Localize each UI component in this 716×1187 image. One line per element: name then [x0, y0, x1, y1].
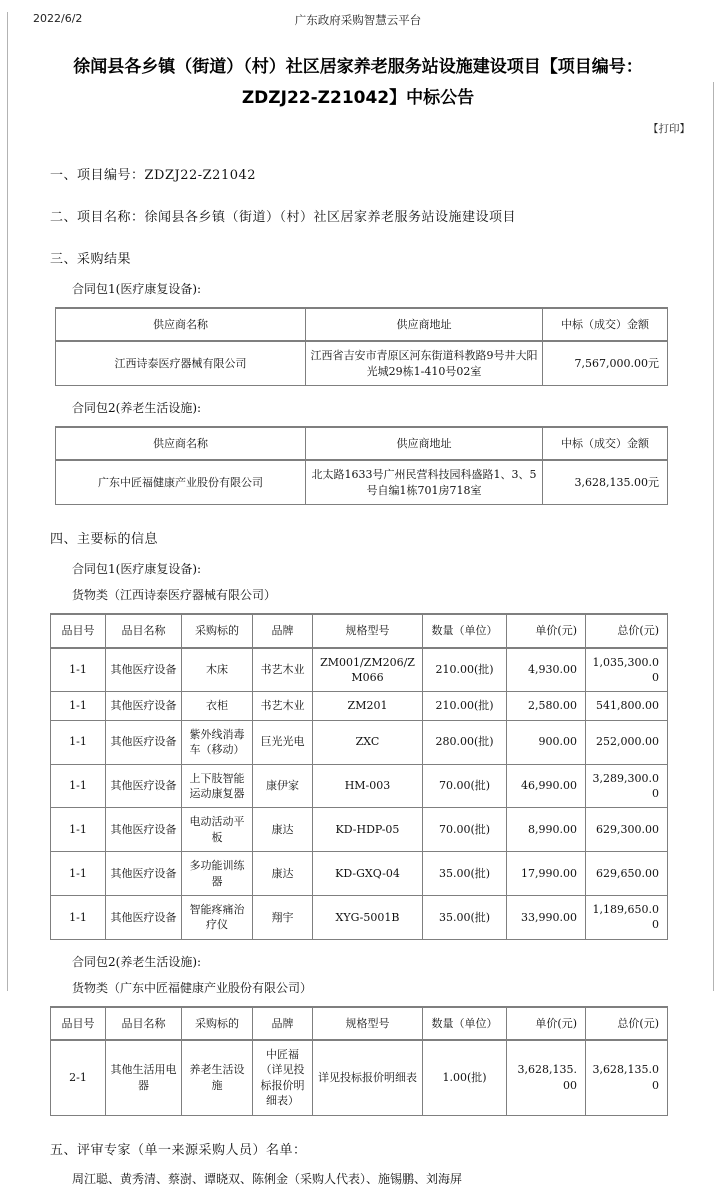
table-header-row — [56, 308, 668, 341]
table-cell: 其他生活用电器 — [106, 1040, 182, 1115]
table-cell: 1-1 — [51, 764, 106, 808]
table-header-cell: 品目名称 — [106, 1007, 182, 1040]
table-row — [51, 1040, 668, 1115]
table-header-row — [51, 1007, 668, 1040]
table-header-cell: 品牌 — [253, 614, 313, 647]
table-header-cell: 供应商地址 — [306, 427, 543, 460]
table-header-cell: 规格型号 — [313, 614, 423, 647]
table-header-cell: 总价(元) — [586, 1007, 668, 1040]
section-project-name: 二、项目名称：徐闻县各乡镇（街道）（村）社区居家养老服务站设施建设项目 — [50, 209, 517, 225]
table-cell: 书艺木业 — [253, 648, 313, 692]
table-header-cell: 中标（成交）金额 — [543, 427, 668, 460]
table-cell: 养老生活设施 — [182, 1040, 253, 1115]
package1-goods-label: 货物类（江西诗泰医疗器械有限公司） — [72, 588, 277, 603]
table-cell: 70.00(批) — [423, 808, 507, 852]
table-cell: 书艺木业 — [253, 692, 313, 720]
table-cell: 3,628,135.00 — [586, 1040, 668, 1115]
experts-names: 周江聪、黄秀清、蔡澍、谭晓双、陈俐金（采购人代表）、施锡鹏、刘海屏 — [72, 1171, 463, 1186]
table-cell: 巨光光电 — [253, 720, 313, 764]
table-header-cell: 数量（单位） — [423, 1007, 507, 1040]
table-cell: 2,580.00 — [507, 692, 586, 720]
table-cell: 电动活动平板 — [182, 808, 253, 852]
table-header-cell: 单价(元) — [507, 614, 586, 647]
table-header-cell: 品牌 — [253, 1007, 313, 1040]
table-cell: 1-1 — [51, 808, 106, 852]
table-cell: 紫外线消毒车（移动） — [182, 720, 253, 764]
table-cell: 35.00(批) — [423, 852, 507, 896]
table-row — [56, 460, 668, 504]
table-cell: 多功能训练器 — [182, 852, 253, 896]
package1-label: 合同包1(医疗康复设备): — [72, 281, 202, 296]
table-cell: 8,990.00 — [507, 808, 586, 852]
table-cell: 翔宇 — [253, 895, 313, 939]
table-header-cell: 品目号 — [51, 1007, 106, 1040]
section-experts: 五、评审专家（单一来源采购人员）名单： — [50, 1142, 307, 1158]
table-cell: 3,628,135.00 — [507, 1040, 586, 1115]
print-header — [0, 12, 716, 28]
table-cell: 其他医疗设备 — [106, 852, 182, 896]
table-cell: 中匠福（详见投标报价明细表） — [253, 1040, 313, 1115]
supplier-table-package2 — [55, 426, 668, 505]
page-title: 徐闻县各乡镇（街道）（村）社区居家养老服务站设施建设项目【项目编号：ZDZJ22-Z21042】中标公告 — [73, 57, 643, 109]
table-cell: 康达 — [253, 852, 313, 896]
table-cell: ZM001/ZM206/ZM066 — [313, 648, 423, 692]
table-cell: 康达 — [253, 808, 313, 852]
print-button[interactable]: 【打印】 — [648, 122, 690, 135]
table-header-cell: 单价(元) — [507, 1007, 586, 1040]
table-cell: 其他医疗设备 — [106, 764, 182, 808]
award-amount-cell: 7,567,000.00元 — [543, 341, 668, 385]
table-header-cell: 中标（成交）金额 — [543, 308, 668, 341]
item-table-package1 — [50, 613, 668, 939]
table-row — [51, 720, 668, 764]
table-cell: 1-1 — [51, 852, 106, 896]
table-header-cell: 数量（单位） — [423, 614, 507, 647]
supplier-table-package1 — [55, 307, 668, 386]
table-cell: 上下肢智能运动康复器 — [182, 764, 253, 808]
table-cell: 1,035,300.00 — [586, 648, 668, 692]
table-cell: 其他医疗设备 — [106, 692, 182, 720]
supplier-address-cell: 北太路1633号广州民营科技园科盛路1、3、5号自编1栋701房718室 — [306, 460, 543, 504]
table-cell: 1-1 — [51, 692, 106, 720]
table-cell: 35.00(批) — [423, 895, 507, 939]
table-cell: HM-003 — [313, 764, 423, 808]
table-cell: 衣柜 — [182, 692, 253, 720]
table-cell: 541,800.00 — [586, 692, 668, 720]
table-header-cell: 品目号 — [51, 614, 106, 647]
announcement-page — [0, 12, 716, 1186]
table-header-cell: 供应商地址 — [306, 308, 543, 341]
table-header-cell: 供应商名称 — [56, 427, 306, 460]
table-cell: 70.00(批) — [423, 764, 507, 808]
table-cell: XYG-5001B — [313, 895, 423, 939]
table-cell: 629,300.00 — [586, 808, 668, 852]
table-cell: 17,990.00 — [507, 852, 586, 896]
table-cell: 1-1 — [51, 648, 106, 692]
print-date: 2022/6/2 — [33, 12, 83, 25]
table-row — [51, 648, 668, 692]
table-cell: 1.00(批) — [423, 1040, 507, 1115]
table-cell: 900.00 — [507, 720, 586, 764]
page-edge-left — [7, 12, 8, 991]
table-cell: 详见投标报价明细表 — [313, 1040, 423, 1115]
table-cell: 1-1 — [51, 720, 106, 764]
table-cell: 木床 — [182, 648, 253, 692]
table-cell: 2-1 — [51, 1040, 106, 1115]
table-header-cell: 采购标的 — [182, 1007, 253, 1040]
table-cell: 33,990.00 — [507, 895, 586, 939]
table-cell: 其他医疗设备 — [106, 720, 182, 764]
table-cell: KD-HDP-05 — [313, 808, 423, 852]
supplier-name-cell: 江西诗泰医疗器械有限公司 — [56, 341, 306, 385]
table-cell: 210.00(批) — [423, 648, 507, 692]
page-edge-right — [713, 82, 714, 991]
table-cell: 智能疼痛治疗仪 — [182, 895, 253, 939]
supplier-address-cell: 江西省吉安市青原区河东街道科教路9号井大阳光城29栋1-410号02室 — [306, 341, 543, 385]
table-cell: 629,650.00 — [586, 852, 668, 896]
table-cell: 3,289,300.00 — [586, 764, 668, 808]
table-cell: 其他医疗设备 — [106, 808, 182, 852]
supplier-name-cell: 广东中匠福健康产业股份有限公司 — [56, 460, 306, 504]
table-cell: ZM201 — [313, 692, 423, 720]
table-cell: 210.00(批) — [423, 692, 507, 720]
package2-label: 合同包2(养老生活设施): — [72, 401, 202, 416]
table-header-cell: 供应商名称 — [56, 308, 306, 341]
document-content — [50, 164, 667, 1187]
table-row — [51, 764, 668, 808]
table-cell: 康伊家 — [253, 764, 313, 808]
section-project-number: 一、项目编号：ZDZJ22-Z21042 — [50, 167, 257, 183]
table-row — [51, 808, 668, 852]
table-row — [51, 692, 668, 720]
table-header-cell: 采购标的 — [182, 614, 253, 647]
table-cell: 1,189,650.00 — [586, 895, 668, 939]
table-cell: 其他医疗设备 — [106, 895, 182, 939]
item-table-package2 — [50, 1006, 668, 1116]
table-cell: 252,000.00 — [586, 720, 668, 764]
table-cell: ZXC — [313, 720, 423, 764]
table-header-cell: 品目名称 — [106, 614, 182, 647]
package2-label-2: 合同包2(养老生活设施): — [72, 954, 202, 969]
section-bid-info: 四、主要标的信息 — [50, 532, 159, 548]
table-header-cell: 总价(元) — [586, 614, 668, 647]
table-header-row — [56, 427, 668, 460]
platform-title: 广东政府采购智慧云平台 — [294, 13, 422, 27]
table-cell: 1-1 — [51, 895, 106, 939]
table-cell: KD-GXQ-04 — [313, 852, 423, 896]
package1-label-2: 合同包1(医疗康复设备): — [72, 562, 202, 577]
table-row — [56, 341, 668, 385]
table-row — [51, 895, 668, 939]
table-header-cell: 规格型号 — [313, 1007, 423, 1040]
table-cell: 其他医疗设备 — [106, 648, 182, 692]
table-header-row — [51, 614, 668, 647]
table-cell: 4,930.00 — [507, 648, 586, 692]
section-procurement-result: 三、采购结果 — [50, 251, 132, 267]
print-link-row — [0, 121, 690, 136]
table-cell: 280.00(批) — [423, 720, 507, 764]
table-cell: 46,990.00 — [507, 764, 586, 808]
award-amount-cell: 3,628,135.00元 — [543, 460, 668, 504]
table-row — [51, 852, 668, 896]
package2-goods-label: 货物类（广东中匠福健康产业股份有限公司） — [72, 980, 313, 995]
